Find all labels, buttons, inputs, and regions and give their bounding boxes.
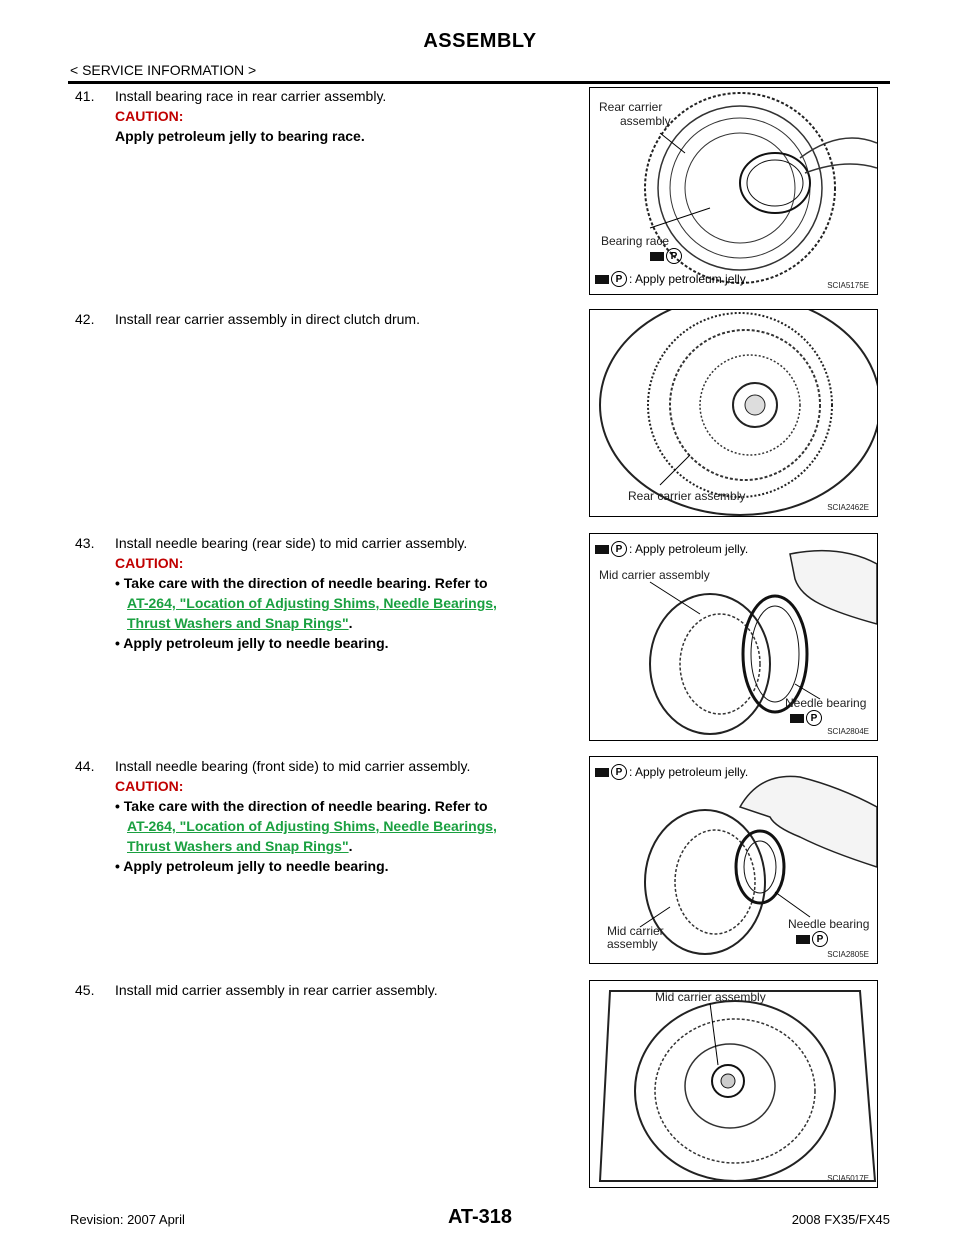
step-number: 43. [75, 535, 95, 551]
step-43 [75, 533, 575, 653]
reference-link[interactable]: AT-264, "Location of Adjusting Shims, Needle Bearings, [127, 595, 497, 611]
caution-bullet: • Take care with the direction of needle bearing. Refer to [115, 798, 488, 814]
figure-needle-bearing-front [589, 756, 878, 964]
label-needle-bearing: Needle bearing [785, 696, 867, 710]
figure-code: SCIA5175E [827, 281, 869, 290]
footer-model: 2008 FX35/FX45 [791, 1212, 890, 1227]
figure-code: SCIA2804E [827, 727, 869, 736]
petroleum-jelly-icon: P [796, 931, 828, 947]
label-rear-carrier: Rear carrier [599, 100, 663, 114]
figure-needle-bearing-rear [589, 533, 878, 741]
reference-link-cont[interactable]: Thrust Washers and Snap Rings" [127, 838, 349, 854]
footer-revision: Revision: 2007 April [70, 1212, 185, 1227]
pen-icon [595, 768, 609, 777]
label-needle-bearing: Needle bearing [788, 917, 870, 931]
figure-code: SCIA2805E [827, 950, 869, 959]
pen-icon [595, 545, 609, 554]
label-bearing-race: Bearing race [601, 234, 670, 248]
petroleum-jelly-icon: P [650, 248, 682, 264]
step-text: Install needle bearing (rear side) to mid carrier assembly. [115, 535, 468, 551]
illustration-direct-clutch-drum [590, 310, 877, 516]
step-number: 42. [75, 311, 95, 327]
footer-page-number: AT-318 [447, 1206, 513, 1228]
step-text: Install bearing race in rear carrier assembly. [115, 88, 387, 104]
caution-text: Apply petroleum jelly to bearing race. [115, 128, 365, 144]
legend-petroleum-jelly: P : Apply petroleum jelly. [595, 271, 748, 287]
step-42 [75, 309, 575, 329]
label-assembly: assembly [607, 937, 658, 951]
figure-rear-carrier-bearing-race [589, 87, 878, 295]
step-number: 41. [75, 88, 95, 104]
figure-code: SCIA2462E [827, 503, 869, 512]
step-41 [75, 86, 575, 146]
step-45 [75, 980, 575, 1000]
header-rule [68, 81, 890, 84]
step-number: 44. [75, 758, 95, 774]
illustration-case-assembly [590, 981, 877, 1187]
step-44 [75, 756, 575, 876]
caution-bullet: • Apply petroleum jelly to needle bearing. [115, 635, 389, 651]
label-mid-carrier-assembly: Mid carrier assembly [599, 568, 710, 582]
reference-link[interactable]: AT-264, "Location of Adjusting Shims, Needle Bearings, [127, 818, 497, 834]
caution-bullet: • Take care with the direction of needle bearing. Refer to [115, 575, 488, 591]
label-rear-carrier-assembly: Rear carrier assembly [628, 489, 746, 503]
legend-petroleum-jelly: P : Apply petroleum jelly. [595, 541, 748, 557]
figure-code: SCIA5017E [827, 1174, 869, 1183]
caution-label: CAUTION: [115, 108, 184, 124]
step-number: 45. [75, 982, 95, 998]
caution-bullet: • Apply petroleum jelly to needle bearing. [115, 858, 389, 874]
label-mid-carrier: Mid carrier [607, 924, 664, 938]
reference-link-cont[interactable]: Thrust Washers and Snap Rings" [127, 615, 349, 631]
figure-rear-carrier-in-drum [589, 309, 878, 517]
pen-icon [595, 275, 609, 284]
figure-mid-carrier-in-rear-carrier [589, 980, 878, 1188]
legend-petroleum-jelly: P : Apply petroleum jelly. [595, 764, 748, 780]
petroleum-jelly-icon: P [790, 710, 822, 726]
step-text: Install needle bearing (front side) to mid carrier assembly. [115, 758, 471, 774]
step-text: Install rear carrier assembly in direct clutch drum. [115, 311, 420, 327]
caution-label: CAUTION: [115, 555, 184, 571]
link-suffix: . [348, 838, 353, 854]
link-suffix: . [348, 615, 353, 631]
label-assembly: assembly [620, 114, 671, 128]
caution-label: CAUTION: [115, 778, 184, 794]
label-mid-carrier-assembly: Mid carrier assembly [655, 990, 766, 1004]
step-text: Install mid carrier assembly in rear carrier assembly. [115, 982, 438, 998]
page-title: ASSEMBLY [423, 30, 537, 52]
section-label: < SERVICE INFORMATION > [70, 62, 257, 78]
